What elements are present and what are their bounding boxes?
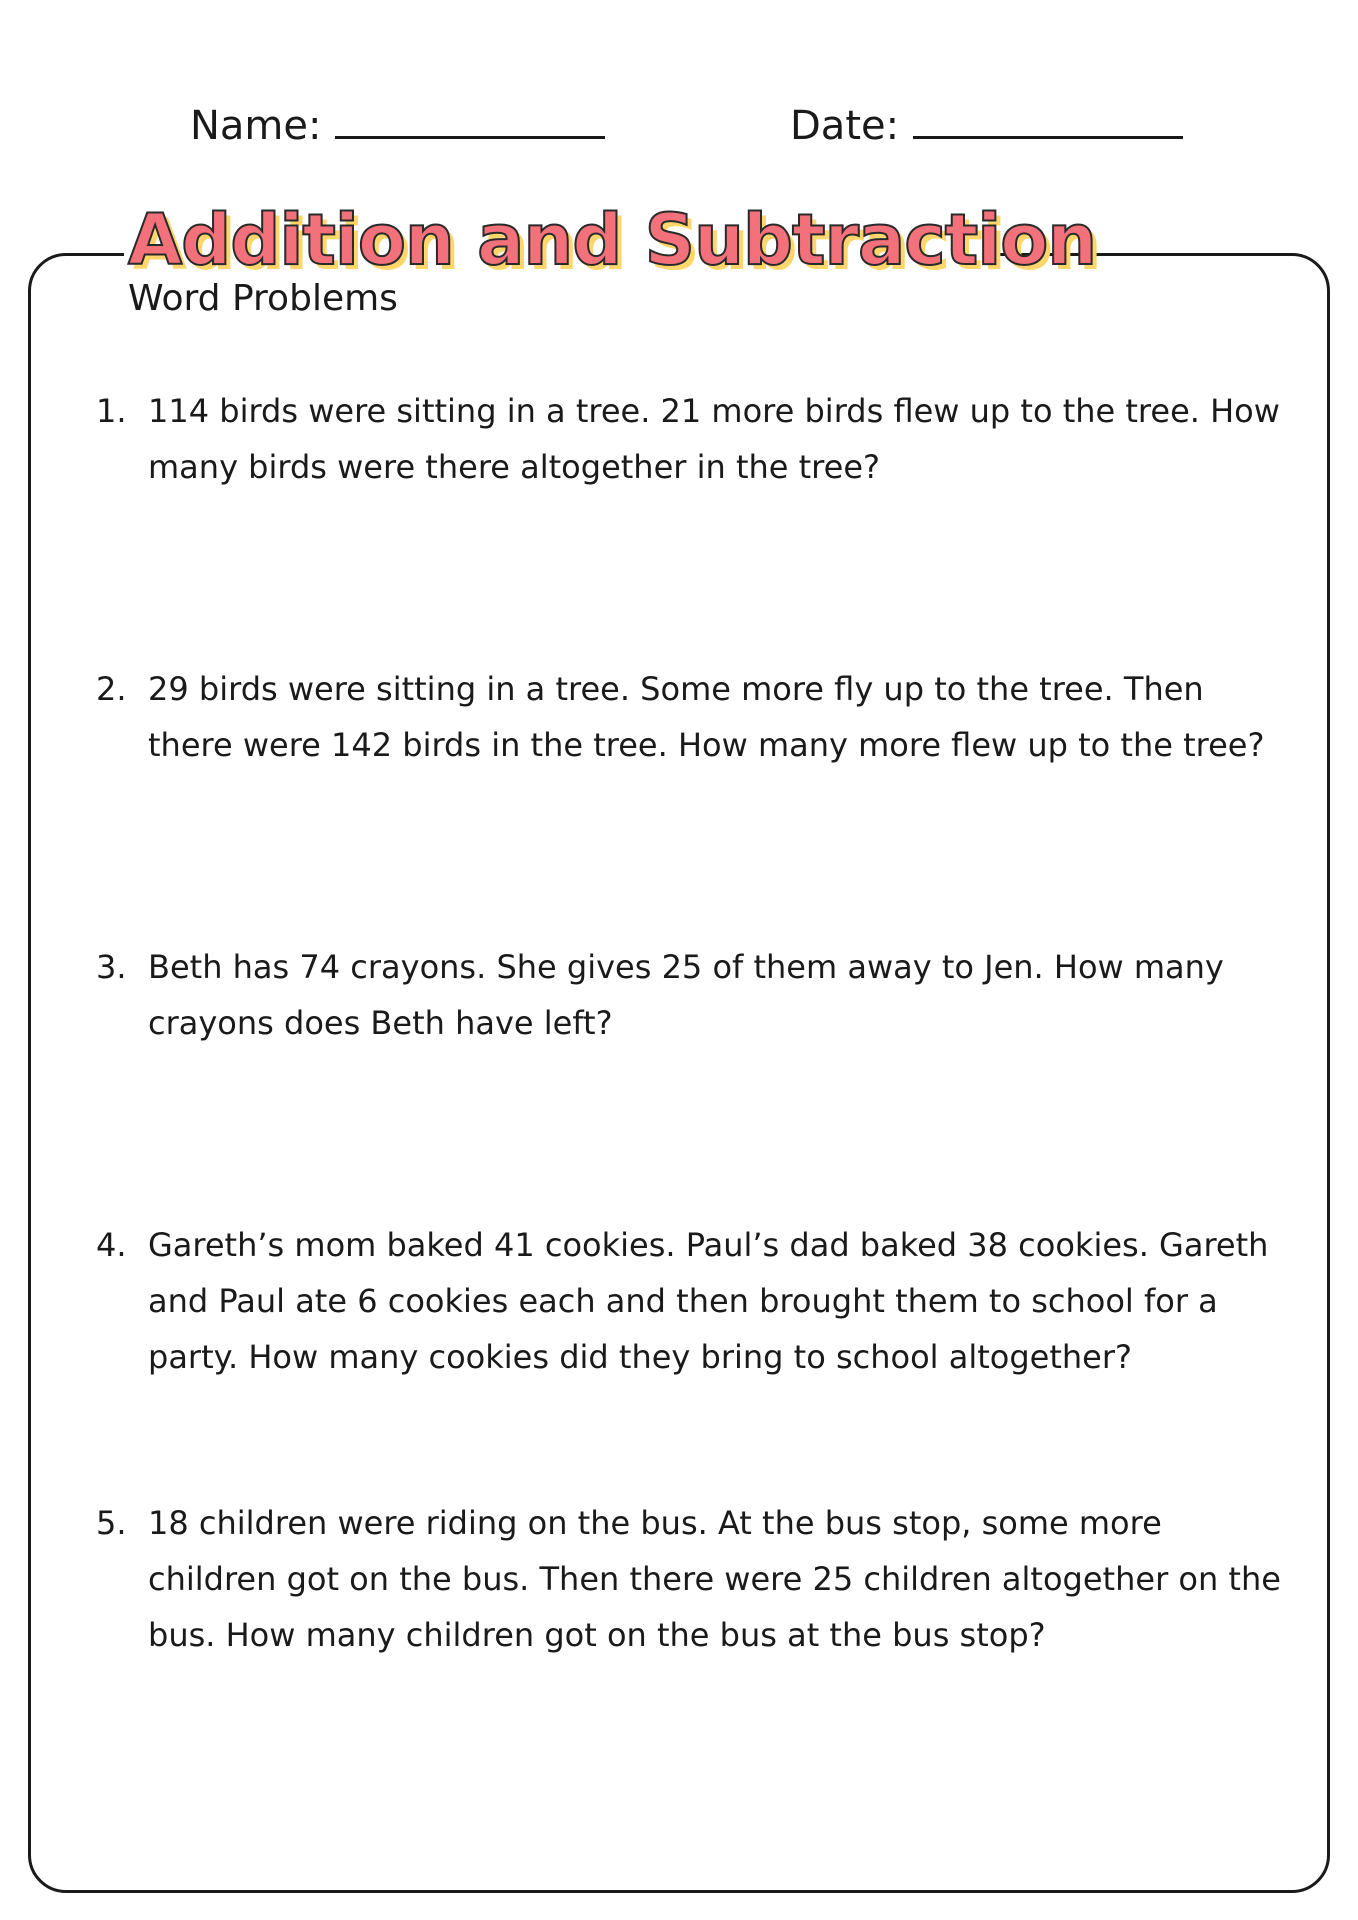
problem-number: 5.: [96, 1504, 127, 1542]
problem-number: 2.: [96, 670, 127, 708]
date-label: Date:: [790, 103, 900, 149]
problem-text: 114 birds were sitting in a tree. 21 more birds flew up to the tree. How many birds were there altogether in the tree?: [148, 392, 1280, 486]
problem-text: Gareth’s mom baked 41 cookies. Paul’s dad baked 38 cookies. Gareth and Paul ate 6 cookies each and then brought them to school for a party. How many cookies did they bring to school altogether?: [148, 1226, 1269, 1376]
problem-text: 29 birds were sitting in a tree. Some more fly up to the tree. Then there were 142 birds in the tree. How many more flew up to the tree?: [148, 670, 1265, 764]
worksheet-title: Addition and Subtraction: [128, 199, 1097, 281]
name-label: Name:: [190, 103, 322, 149]
date-field[interactable]: [790, 98, 1183, 150]
worksheet-subtitle: Word Problems: [128, 278, 398, 319]
problem-number: 4.: [96, 1226, 127, 1264]
problem-number: 1.: [96, 392, 127, 430]
problem-text: 18 children were riding on the bus. At the bus stop, some more children got on the bus. Then there were 25 children altogether on the bus. How many children got on the bus at the bus stop?: [148, 1504, 1281, 1654]
problem-number: 3.: [96, 948, 127, 986]
date-blank-line[interactable]: [913, 98, 1183, 139]
problem-item: [96, 939, 1296, 1051]
problem-item: [96, 661, 1296, 773]
problem-text: Beth has 74 crayons. She gives 25 of them away to Jen. How many crayons does Beth have left?: [148, 948, 1224, 1042]
name-blank-line[interactable]: [335, 98, 605, 139]
problem-item: [96, 1217, 1296, 1385]
problem-item: [96, 1495, 1296, 1663]
problem-item: [96, 383, 1296, 495]
name-field[interactable]: [190, 98, 605, 150]
